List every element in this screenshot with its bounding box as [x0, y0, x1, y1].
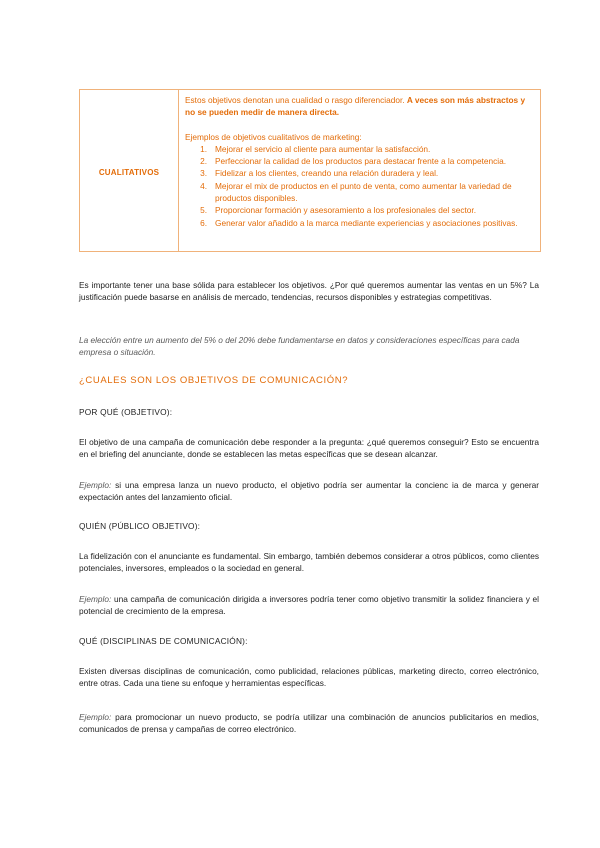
example-label: Ejemplo: — [79, 480, 112, 490]
example-label: Ejemplo: — [79, 594, 112, 604]
example-label: Ejemplo: — [79, 712, 112, 722]
list-number: 5. — [200, 205, 207, 216]
objectives-table — [79, 89, 541, 252]
paragraph-choice: La elección entre un aumento del 5% o del 20% debe fundamentarse en datos y consideraciones específicas para cada empresa o situación. — [79, 335, 520, 358]
why-example — [79, 479, 539, 504]
list-number: 3. — [200, 168, 207, 179]
list-text: Mejorar el mix de productos en el punto de venta, como aumentar la variedad de productos disponibles. — [215, 180, 512, 204]
category-label: CUALITATIVOS — [98, 167, 160, 177]
examples-title: Ejemplos de objetivos cualitativos de marketing: — [185, 131, 362, 142]
what-heading: QUÉ (DISCIPLINAS DE COMUNICACIÓN): — [79, 636, 248, 646]
list-number: 4. — [200, 180, 207, 191]
who-heading: QUIÉN (PÚBLICO OBJETIVO): — [79, 521, 201, 531]
list-text: Proporcionar formación y asesoramiento a los profesionales del sector. — [215, 205, 477, 216]
list-item — [185, 143, 537, 155]
list-text: Mejorar el servicio al cliente para aumentar la satisfacción. — [215, 143, 431, 154]
intro-paragraph — [185, 94, 537, 119]
examples-list — [185, 143, 537, 229]
list-text: Generar valor añadido a la marca mediante experiencias y asociaciones positivas. — [215, 217, 518, 228]
example-text: si una empresa lanza un nuevo producto, el objetivo podría ser aumentar la concienc ia de marca y generar expectación antes del lanzamiento oficial. — [79, 480, 539, 503]
intro-bold-text: A veces son más abstractos y no se pueden medir de manera directa. — [185, 95, 526, 118]
intro-text: Estos objetivos denotan una cualidad o rasgo diferenciador. — [185, 95, 407, 105]
description-cell — [179, 90, 541, 252]
list-item — [185, 204, 537, 216]
list-item — [185, 155, 537, 167]
example-text: una campaña de comunicación dirigida a inversores podría tener como objetivo transmitir la solidez financiera y el potencial de crecimiento de la empresa. — [79, 594, 539, 617]
list-item — [185, 217, 537, 229]
paragraph-basis: Es importante tener una base sólida para establecer los objetivos. ¿Por qué queremos aumentar las ventas en un 5%? La justificación puede basarse en análisis de mercado, tendencias, recursos disponibles y estrategias competitivas. — [79, 280, 539, 303]
table-row — [80, 90, 541, 252]
list-number: 1. — [200, 143, 207, 154]
list-number: 2. — [200, 156, 207, 167]
list-number: 6. — [200, 217, 207, 228]
who-paragraph: La fidelización con el anunciante es fundamental. Sin embargo, también debemos considerar a otros públicos, como clientes potenciales, inversores, empleados o la sociedad en general. — [79, 551, 539, 574]
who-example — [79, 593, 539, 618]
what-example — [79, 711, 539, 736]
list-text: Perfeccionar la calidad de los productos para destacar frente a la competencia. — [215, 156, 507, 167]
list-item — [185, 180, 537, 205]
why-paragraph: El objetivo de una campaña de comunicación debe responder a la pregunta: ¿qué queremos conseguir? Esto se encuentra en el briefing del anunciante, donde se establecen las metas específicas que se desean alcanzar. — [79, 437, 539, 460]
category-cell — [80, 90, 179, 252]
example-text: para promocionar un nuevo producto, se podría utilizar una combinación de anuncios publicitarios en medios, comunicados de prensa y campañas de correo electrónico. — [79, 712, 539, 735]
list-text: Fidelizar a los clientes, creando una relación duradera y leal. — [215, 168, 439, 179]
why-heading: POR QUÉ (OBJETIVO): — [79, 407, 173, 417]
what-paragraph: Existen diversas disciplinas de comunicación, como publicidad, relaciones públicas, marketing directo, correo electrónico, entre otras. Cada una tiene su enfoque y herramientas específicas. — [79, 666, 539, 689]
section-heading: ¿CUALES SON LOS OBJETIVOS DE COMUNICACIÓN? — [79, 375, 349, 386]
list-item — [185, 167, 537, 179]
